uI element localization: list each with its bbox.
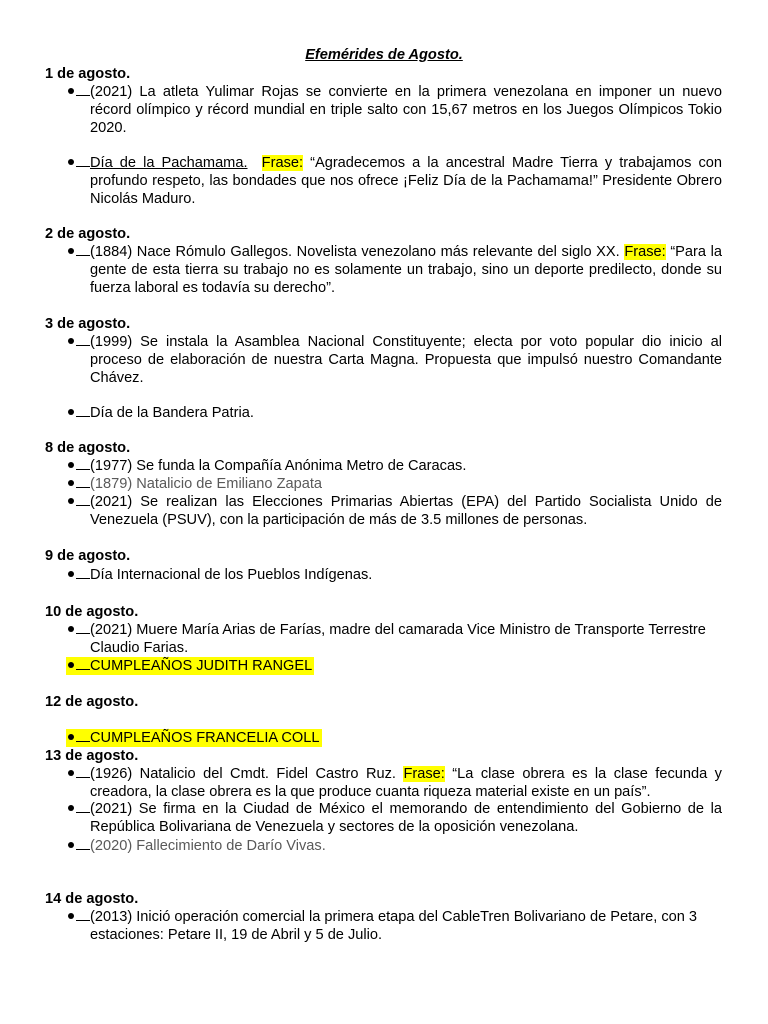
item-text: (2021) Se firma en la Ciudad de México el memorando de entendimiento del Gobierno de la República Bolivariana de Venezuela y sectores de la oposición venezolana.: [90, 801, 722, 835]
item-text: [66, 154, 722, 208]
list-item: [66, 333, 722, 387]
pachamama-label: Día de la Pachamama.: [90, 155, 248, 171]
frase-label: Frase:: [403, 766, 445, 782]
bullet-icon: [66, 83, 90, 101]
item-text: Día Internacional de los Pueblos Indígenas.: [90, 567, 373, 583]
item-text-part: (1926) Natalicio del Cmdt. Fidel Castro Ruz.: [90, 766, 396, 782]
item-text: (1977) Se funda la Compañía Anónima Metro de Caracas.: [90, 458, 467, 474]
bullet-icon: [66, 493, 90, 511]
frase-label: Frase:: [624, 244, 666, 260]
list-item: [66, 475, 722, 493]
date-heading-aug3: 3 de agosto.: [45, 316, 131, 332]
document-title: Efemérides de Agosto.: [305, 47, 463, 63]
item-text: (2013) Inició operación comercial la primera etapa del CableTren Bolivariano de Petare, con 3 estaciones: Petare II, 19 de Abril y 5 de Julio.: [90, 909, 698, 943]
item-text-part: (1884) Nace Rómulo Gallegos. Novelista venezolano más relevante del siglo XX.: [90, 244, 620, 260]
birthday-highlight: [66, 657, 314, 675]
list-item: [66, 404, 722, 422]
item-text: (1999) Se instala la Asamblea Nacional Constituyente; electa por voto popular dio inicio al proceso de elaboración de nuestra Carta Magna. Propuesta que impulsó nuestro Comandante Chávez.: [90, 334, 722, 386]
list-item: [66, 837, 722, 855]
list-item: [66, 621, 722, 657]
bullet-icon: [66, 457, 90, 475]
date-heading-aug10: 10 de agosto.: [45, 604, 139, 620]
quote-text: “Agradecemos a la ancestral Madre Tierra y trabajamos con profundo respeto, las bondades que nos ofrece ¡Feliz Día de la Pachamama!” Presidente Obrero Nicolás Maduro.: [90, 155, 722, 207]
date-heading-aug2: 2 de agosto.: [45, 226, 131, 242]
bullet-icon: [66, 800, 90, 818]
date-heading-aug13: 13 de agosto.: [45, 748, 139, 764]
date-heading-aug12: 12 de agosto.: [45, 694, 139, 710]
item-text: (2021) Se realizan las Elecciones Primarias Abiertas (EPA) del Partido Socialista Unido de Venezuela (PSUV), con la participación de más de 3.5 millones de personas.: [90, 494, 722, 528]
date-heading-aug14: 14 de agosto.: [45, 891, 139, 907]
list-item: [66, 154, 722, 208]
list-item: [66, 657, 722, 675]
date-heading-aug8: 8 de agosto.: [45, 440, 131, 456]
birthday-highlight: [66, 729, 322, 747]
bullet-icon: [66, 154, 90, 172]
list-item: [66, 83, 722, 137]
list-item: [66, 908, 722, 944]
date-heading-aug9: 9 de agosto.: [45, 548, 131, 564]
bullet-icon: [66, 729, 90, 747]
item-text: [66, 243, 722, 297]
quote-text: “Para la gente de esta tierra su trabajo no es solamente un trabajo, sino un deporte predilecto, donde su fuerza laboral es todavía su derecho”.: [90, 244, 722, 296]
item-text: (2020) Fallecimiento de Darío Vivas.: [90, 838, 326, 854]
list-item: [66, 800, 722, 836]
item-text: Día de la Bandera Patria.: [90, 405, 254, 421]
bullet-icon: [66, 908, 90, 926]
list-item: [66, 457, 722, 475]
list-item: [66, 765, 722, 801]
birthday-text: CUMPLEAÑOS JUDITH RANGEL: [90, 658, 313, 674]
bullet-icon: [66, 657, 90, 675]
list-item: [66, 566, 722, 584]
birthday-text: CUMPLEAÑOS FRANCELIA COLL: [90, 730, 320, 746]
list-item: [66, 243, 722, 297]
list-item: [66, 729, 722, 747]
bullet-icon: [66, 333, 90, 351]
list-item: [66, 493, 722, 529]
bullet-icon: [66, 404, 90, 422]
item-text: [66, 765, 722, 801]
item-text: (2021) La atleta Yulimar Rojas se convierte en la primera venezolana en imponer un nuevo récord olímpico y récord mundial en triple salto con 15,67 metros en los Juegos Olímpicos Tokio 2020.: [90, 84, 722, 136]
date-heading-aug1: 1 de agosto.: [45, 66, 131, 82]
bullet-icon: [66, 243, 90, 261]
quote-text: “La clase obrera es la clase fecunda y creadora, la clase obrera es la que produce cuanta riqueza material existe en un país”.: [90, 766, 722, 800]
bullet-icon: [66, 475, 90, 493]
bullet-icon: [66, 765, 90, 783]
bullet-icon: [66, 837, 90, 855]
frase-label: Frase:: [261, 155, 304, 171]
bullet-icon: [66, 621, 90, 639]
bullet-icon: [66, 566, 90, 584]
item-text: (1879) Natalicio de Emiliano Zapata: [90, 476, 323, 492]
item-text: (2021) Muere María Arias de Farías, madre del camarada Vice Ministro de Transporte Terrestre Claudio Farias.: [90, 622, 706, 656]
